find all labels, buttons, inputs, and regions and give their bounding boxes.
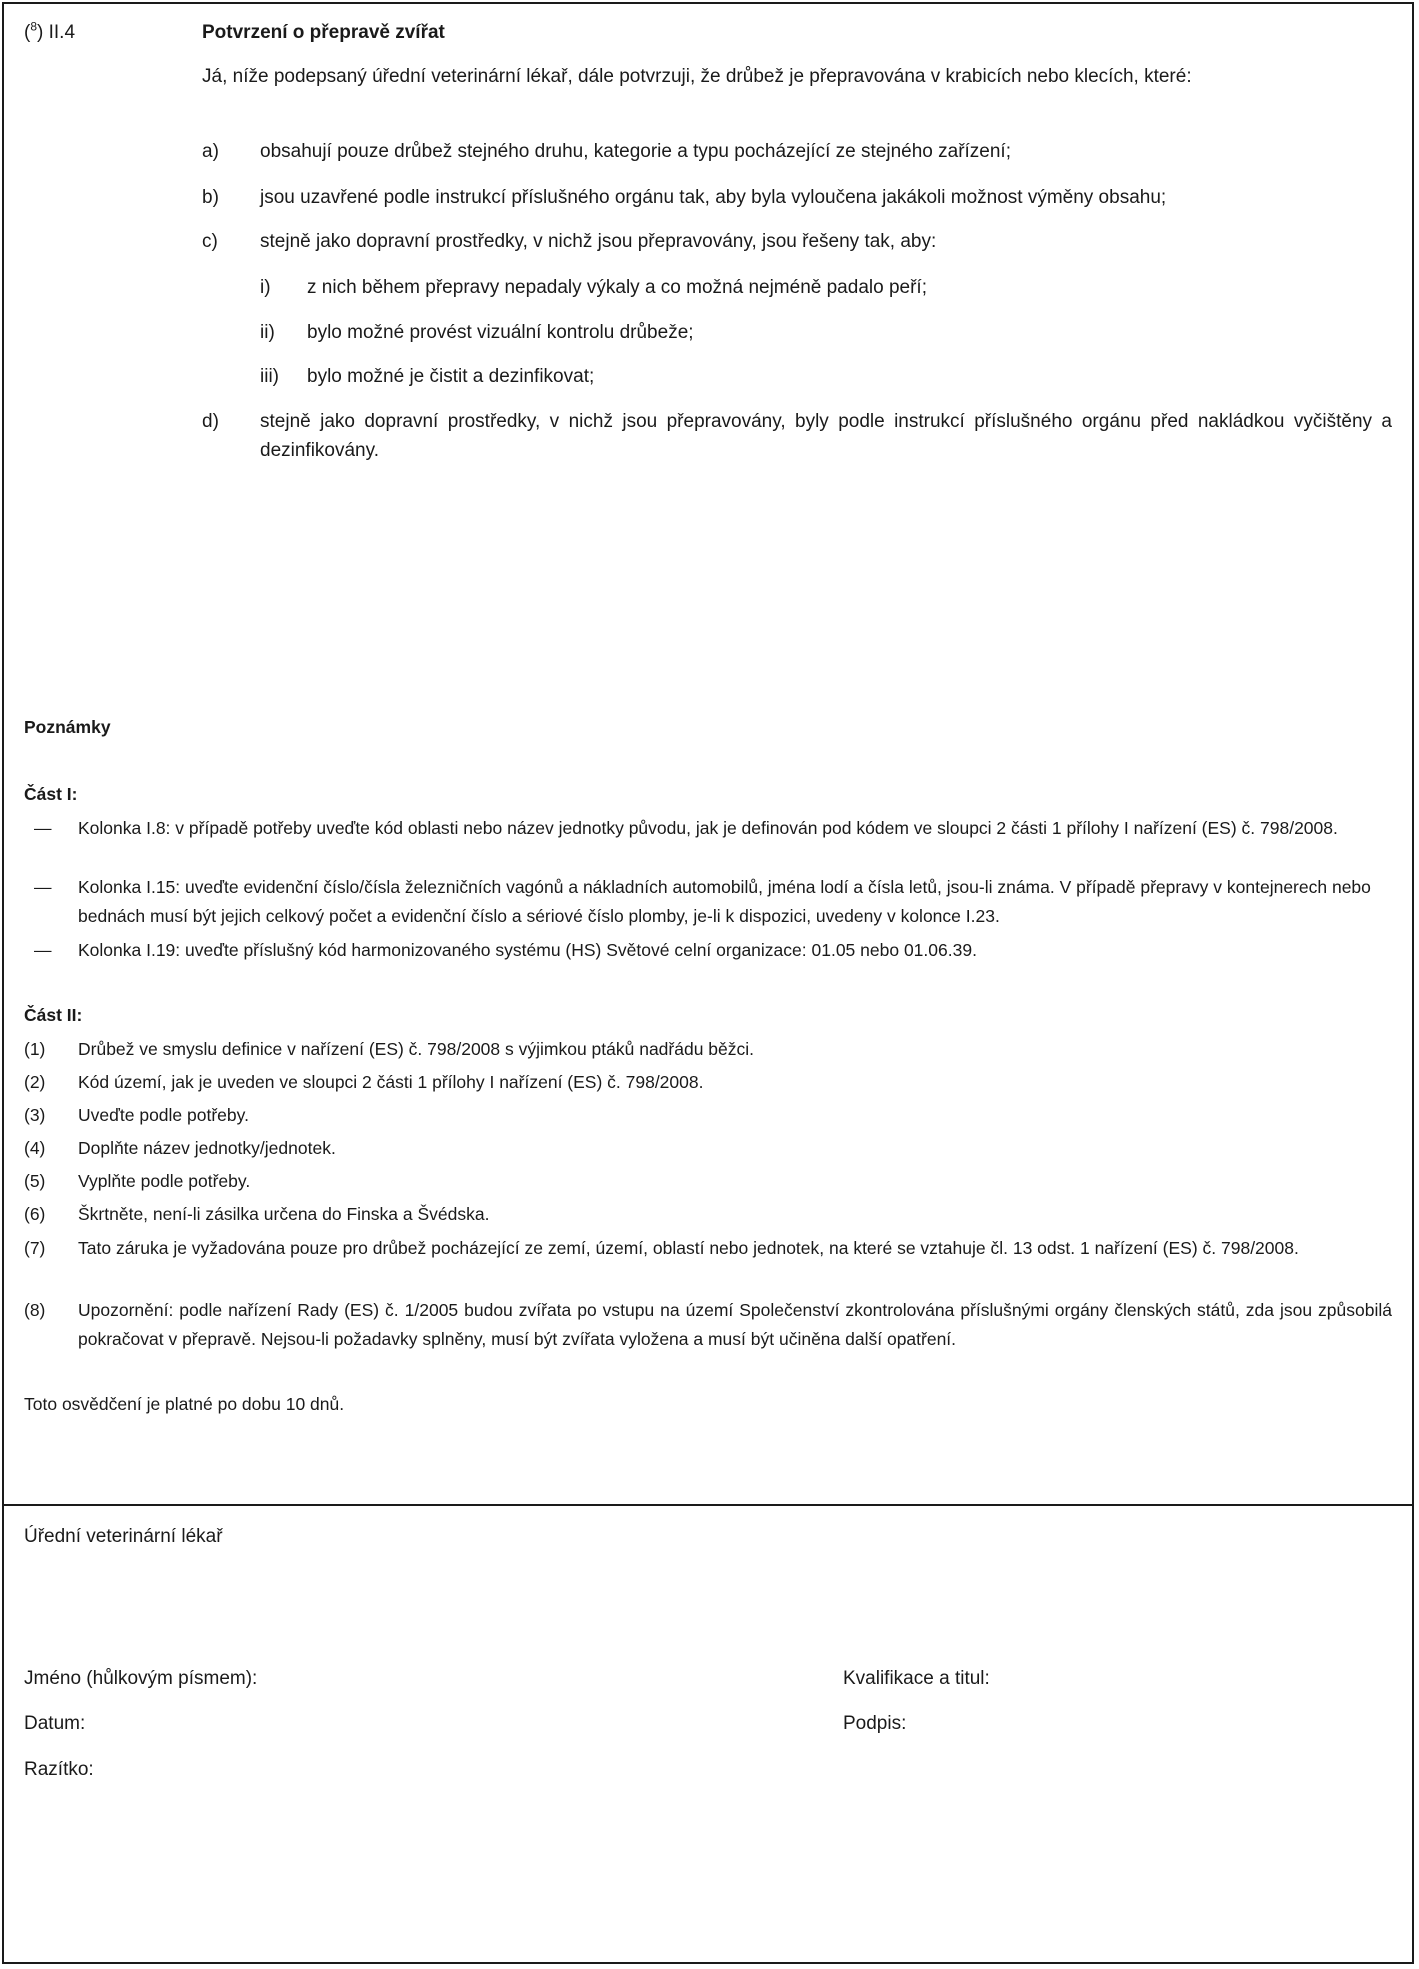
item-d-text: stejně jako dopravní prostředky, v nichž jsou přepravovány, byly podle instrukcí příslušného orgánu před nakládkou vyčištěny a dezinfikovány. [260, 411, 1392, 461]
subitem-ii-text: bylo možné provést vizuální kontrolu drůbeže; [307, 322, 694, 343]
item-b-label: b) [202, 187, 219, 208]
item-c-text: stejně jako dopravní prostředky, v nichž jsou přepravovány, jsou řešeny tak, aby: [260, 231, 937, 252]
item-a-label: a) [202, 141, 219, 162]
signature-label: Podpis: [843, 1713, 907, 1734]
section-title: Potvrzení o přepravě zvířat [202, 22, 445, 43]
part1-dash-3: — [34, 940, 52, 960]
part2-note-1: Drůbež ve smyslu definice v nařízení (ES) č. 798/2008 s výjimkou ptáků nadřádu běžci. [78, 1039, 755, 1059]
part2-num-6: (6) [24, 1204, 46, 1224]
part2-note-2: Kód území, jak je uveden ve sloupci 2 části 1 přílohy I nařízení (ES) č. 798/2008. [78, 1072, 704, 1092]
subitem-iii-text: bylo možné je čistit a dezinfikovat; [307, 366, 595, 387]
part1-note-2: Kolonka I.15: uveďte evidenční číslo/čísla železničních vagónů a nákladních automobilů, jména lodí a čísla letů, jsou-li známa. V případě přepravy v kontejnerech nebo bednách musí být jejich celkový počet a evidenční číslo a sériové číslo plomby, je-li k dispozici, uvedeny v kolonce I.23. [78, 877, 1371, 926]
intro-paragraph: Já, níže podepsaný úřední veterinární lékař, dále potvrzuji, že drůbež je přepravována v krabicích nebo klecích, které: [202, 66, 1192, 87]
part1-dash-1: — [34, 818, 52, 838]
part2-note-7: Tato záruka je vyžadována pouze pro drůbež pocházející ze zemí, území, oblastí nebo jednotek, na které se vztahuje čl. 13 odst. 1 nařízení (ES) č. 798/2008. [78, 1238, 1299, 1258]
name-label: Jméno (hůlkovým písmem): [24, 1668, 258, 1689]
part2-num-7: (7) [24, 1238, 46, 1258]
part2-heading: Část II: [24, 1005, 83, 1025]
part2-note-3: Uveďte podle potřeby. [78, 1105, 249, 1125]
item-d-label: d) [202, 411, 219, 432]
item-b-text: jsou uzavřené podle instrukcí příslušného orgánu tak, aby byla vyloučena jakákoli možnost výměny obsahu; [260, 187, 1167, 208]
part2-num-8: (8) [24, 1300, 46, 1320]
signatory-title: Úřední veterinární lékař [24, 1526, 223, 1547]
notes-heading: Poznámky [24, 717, 111, 737]
stamp-label: Razítko: [24, 1759, 94, 1780]
validity-note: Toto osvědčení je platné po dobu 10 dnů. [24, 1394, 345, 1414]
part2-note-4: Doplňte název jednotky/jednotek. [78, 1138, 336, 1158]
date-label: Datum: [24, 1713, 86, 1734]
part1-heading: Část I: [24, 784, 78, 804]
part2-num-3: (3) [24, 1105, 46, 1125]
item-c-label: c) [202, 231, 218, 252]
part2-num-1: (1) [24, 1039, 46, 1059]
item-a-text: obsahují pouze drůbež stejného druhu, kategorie a typu pocházející ze stejného zařízení; [260, 141, 1011, 162]
subitem-ii-label: ii) [260, 322, 275, 343]
part2-num-5: (5) [24, 1171, 46, 1191]
part2-num-2: (2) [24, 1072, 46, 1092]
part2-note-8: Upozornění: podle nařízení Rady (ES) č. 1/2005 budou zvířata po vstupu na území Společenství zkontrolována příslušnými orgány členských států, zda jsou způsobilá pokračovat v přepravě. Nejsou-li požadavky splněny, musí být zvířata vyložena a musí být učiněna další opatření. [78, 1300, 1392, 1349]
part1-note-1: Kolonka I.8: v případě potřeby uveďte kód oblasti nebo název jednotky původu, jak je definován pod kódem ve sloupci 2 části 1 přílohy I nařízení (ES) č. 798/2008. [78, 818, 1338, 838]
subitem-i-label: i) [260, 277, 271, 298]
part2-num-4: (4) [24, 1138, 46, 1158]
subitem-iii-label: iii) [260, 366, 279, 387]
part1-note-3: Kolonka I.19: uveďte příslušný kód harmonizovaného systému (HS) Světové celní organizace: 01.05 nebo 01.06.39. [78, 940, 977, 960]
section-ref: ($^8$) II.4 [24, 19, 76, 43]
part2-note-6: Škrtněte, není-li zásilka určena do Finska a Švédska. [78, 1204, 490, 1224]
part2-note-5: Vyplňte podle potřeby. [78, 1171, 251, 1191]
subitem-i-text: z nich během přepravy nepadaly výkaly a co možná nejméně padalo peří; [307, 277, 927, 298]
qualification-label: Kvalifikace a titul: [843, 1668, 990, 1689]
part1-dash-2: — [34, 877, 52, 897]
signature-divider [2, 1504, 1414, 1506]
